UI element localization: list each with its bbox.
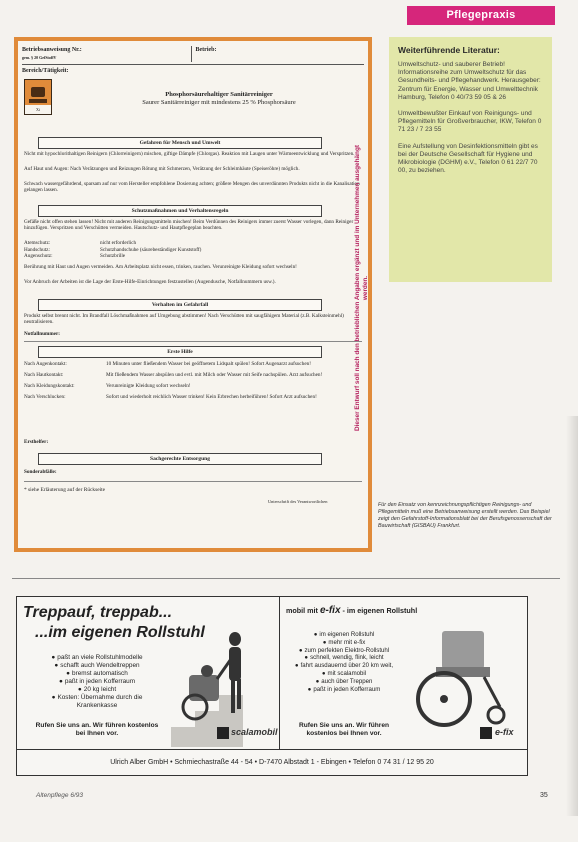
brand-logo-icon (217, 727, 229, 739)
ad-scalamobil (17, 597, 279, 750)
kv-key: Nach Kleidungskontakt: (24, 383, 75, 389)
kv-value: Sofort und wiederholt reichlich Wasser trinken! Kein Erbrechen herbeiführen! Sofort Arzt aufsuchen! (106, 394, 317, 400)
protection-text: Gefäße nicht offen stehen lassen! Nicht mit anderen Reinigungsmitteln mischen! Beim Verdünnen des Reinigers immer zuerst Wasser vorlegen, dann Reiniger hinzufügen. Verspritzen und Verschütten vermeiden. Hautschutz- und Hautpflegeplan beachten. (24, 219, 354, 232)
kv-key: Handschutz: (24, 246, 50, 253)
electric-wheelchair-illustration (406, 623, 518, 731)
brand-scalamobil: scalamobil (231, 727, 278, 737)
protection-text-c: Vor Anbruch der Arbeiten ist die Lage der Erste-Hilfe-Einrichtungen festzustellen (Augendusche, Notfallnummern usw.). (24, 279, 276, 285)
literature-entry-2: Umweltbewußter Einkauf von Reinigungs- und Pflegemitteln für Großverbraucher, IKW, Telefon 0 71 23 / 7 23 55 (398, 110, 542, 134)
backrest-shape (442, 631, 484, 669)
hazard-symbol-label: Xi (25, 105, 51, 114)
section-protection: Schutzmaßnahmen und Verhaltensregeln (38, 205, 322, 217)
protection-equipment (24, 240, 362, 260)
hazards-text-b: Auf Haut und Augen: Nach Verätzungen und Reizungen Rötung mit Schmerzen, Verätzung der Schleimhäute (Speiseröhre) möglich. (24, 166, 300, 172)
section-tag: Pflegepraxis (407, 6, 555, 25)
ad-feature-item: ● paßt an viele Rollstuhlmodelle (31, 654, 163, 662)
ad-efix-call-to-action: Rufen Sie uns an. Wir führen kostenlos bei Ihnen vor. (298, 722, 390, 737)
hazards-text-a: Nicht mit hypochlorithaltigen Reinigern (Chlorreinigern) mischen, giftige Dämpfe (Chlorgas). Reaktion mit Laugen unter Wärmeentwicklung und Verspritzen. (24, 151, 355, 157)
kv-value: 10 Minuten unter fließendem Wasser bei geöffnetem Lidspalt spülen! Sofort Augenarzt aufsuchen! (106, 361, 311, 367)
kv-key: Nach Augenkontakt: (24, 361, 67, 367)
kv-value: nicht erforderlich (100, 240, 137, 246)
ad-efix-head-post: - im eigenen Rollstuhl (342, 606, 418, 615)
field-instruction-no: Betriebsanweisung Nr.: (22, 47, 82, 53)
ad-feature-item: ● paßt in jeden Kofferraum (31, 678, 163, 686)
section-hazards: Gefahren für Mensch und Umwelt (38, 137, 322, 149)
product-subtitle: Saurer Sanitärreiniger mit mindestens 25 % Phosphorsäure (142, 99, 296, 106)
kv-key: Nach Verschlucken: (24, 394, 66, 400)
operating-instruction-form (14, 37, 372, 552)
person-body-icon (229, 647, 241, 681)
form-sheet (18, 41, 368, 548)
ad-efix-feature-list (288, 631, 400, 693)
kv-value: Mit fließendem Wasser abspülen und evtl. mit Milch oder Wasser mit Seife nachspülen. Arzt aufsuchen! (106, 372, 323, 378)
divider (24, 341, 362, 342)
ad-feature-item: ● mit scalamobil (288, 670, 400, 678)
footer-publication: Altenpflege 6/93 (36, 792, 83, 799)
signature-label: Unterschrift des Verantwortlichen (268, 499, 328, 504)
ad-feature-item: ● 20 kg leicht (31, 686, 163, 694)
ad-feature-item: ● fahrt ausdauernd über 20 km weit, (288, 662, 400, 670)
kv-value: Verunreinigte Kleidung sofort wechseln! (106, 383, 191, 389)
field-instruction-note: gem. § 20 GefStoffV (22, 55, 57, 60)
vertical-note (352, 140, 380, 440)
ad-headline-line-1: Treppauf, treppab... (23, 604, 173, 621)
field-company: Betrieb: (191, 46, 365, 62)
ad-address: Ulrich Alber GmbH • Schmiechastraße 44 - 54 • D-7470 Albstadt 1 - Ebingen • Telefon 0 74 31 / 12 95 20 (17, 749, 527, 775)
disposal-label: Sonderabfälle: (24, 469, 57, 475)
advertisement (16, 596, 528, 776)
literature-entry-1: Umweltschutz- und sauberer Betrieb! Informationsreihe zum Umweltschutz für das Gesundheits- und Pflegehandwerk. Herausgeber: Zentrum für Energie, Wasser und Umwelttechnik Hamburg, Telefon 0 40/73 59 05 & 26 (398, 61, 541, 101)
section-emergency: Verhalten im Gefahrfall (38, 299, 322, 311)
ad-feature-item: ● schafft auch Wendeltreppen (31, 662, 163, 670)
first-aid-list (24, 361, 362, 401)
product-name: Phosphorsäurehaltiger Sanitärreiniger (165, 91, 273, 98)
ad-feature-list (31, 654, 163, 710)
brand-efix: e-fix (495, 727, 514, 737)
ad-efix-brand: e-fix (319, 605, 341, 616)
literature-title: Weiterführende Literatur: (398, 45, 500, 55)
section-disposal: Sachgerechte Entsorgung (38, 453, 322, 465)
kv-key: Augenschutz: (24, 253, 53, 260)
field-area: Bereich/Tätigkeit: (22, 64, 364, 75)
ad-headline-line-2: ...im eigenen Rollstuhl (35, 624, 205, 641)
kv-value: Schutzbrille (100, 253, 126, 260)
hazard-symbol-icon (24, 79, 52, 115)
ad-efix-headline (286, 605, 417, 616)
ad-feature-item: ● im eigenen Rollstuhl (288, 631, 400, 639)
footer-page-number: 35 (540, 792, 548, 799)
kv-key: Nach Hautkontakt: (24, 372, 64, 378)
form-caption: Für den Einsatz von kennzeichnungspflichtigen Reinigungs- und Pflegemitteln muß eine Betriebsanweisung erstellt werden. Das Beispiel zeigt den Gefahrstoff-Informationsblatt bei der Berufsgenossenschaft der Bauwirtschaft (GISBAU) Frankfurt. (378, 502, 552, 529)
first-aider-label: Ersthelfer: (24, 439, 49, 445)
ad-feature-item: ● mehr mit e-fix (288, 639, 400, 647)
person-head-icon (229, 632, 241, 646)
kv-value: Schutzhandschuhe (säurebeständiger Kunststoff) (100, 246, 202, 253)
emergency-number-label: Notfallnummer: (24, 331, 61, 337)
ad-efix-head-pre: mobil mit (286, 606, 318, 615)
footnote: * siehe Erläuterung auf der Rückseite (24, 487, 105, 493)
form-header (22, 46, 364, 75)
ad-feature-item: ● zum perfekten Elektro-Rollstuhl (288, 647, 400, 655)
ad-efix (280, 597, 527, 750)
ad-feature-item: ● schnell, wendig, flink, leicht (288, 654, 400, 662)
passenger-head-icon (201, 665, 213, 677)
ad-feature-item: ● Kosten: Übernahme durch die Krankenkasse (31, 694, 163, 710)
section-first-aid: Erste Hilfe (38, 346, 322, 358)
product-block (78, 91, 360, 107)
ad-feature-item: ● bremst automatisch (31, 670, 163, 678)
page-divider (12, 578, 560, 579)
brand-logo-icon (480, 727, 492, 739)
ad-feature-item: ● paßt in jeden Kofferraum (288, 686, 400, 694)
hazards-text-c: Schwach wassergefährdend, sparsam auf nur vom Hersteller empfohlene Dosierung achten; größere Mengen des unverdünnten Produkts nicht in die Kanalisation gelangen lassen. (24, 181, 360, 194)
ad-call-to-action: Rufen Sie uns an. Wir führen kostenlos bei Ihnen vor. (35, 722, 159, 737)
literature-entry-3: Eine Aufstellung von Desinfektionsmitteln gibt es bei der Deutsche Gesellschaft für Hygiene und Mikrobiologie (DGHM) e.V., Telefon 0 61 22/7 70 00, zu beziehen. (398, 142, 538, 175)
vertical-note-text: Dieser Entwurf soll nach den betrieblichen Angaben ergänzt und im Unternehmen ausgehängt werden. (354, 145, 369, 431)
kv-key: Atemschutz: (24, 240, 51, 246)
divider (24, 481, 362, 482)
emergency-text: Produkt selbst brennt nicht. Im Brandfall Löschmaßnahmen auf Umgebung abstimmen! Nach Verschütten mit saugfähigem Material (z.B. Kalksteinmehl) neutralisieren. (24, 313, 344, 326)
ad-feature-item: ● auch über Treppen (288, 678, 400, 686)
literature-box (389, 37, 552, 282)
page-edge (566, 416, 578, 816)
protection-text-b: Berührung mit Haut und Augen vermeiden. Am Arbeitsplatz nicht essen, trinken, rauchen. Verunreinigte Kleidung sofort wechseln! (24, 264, 297, 270)
